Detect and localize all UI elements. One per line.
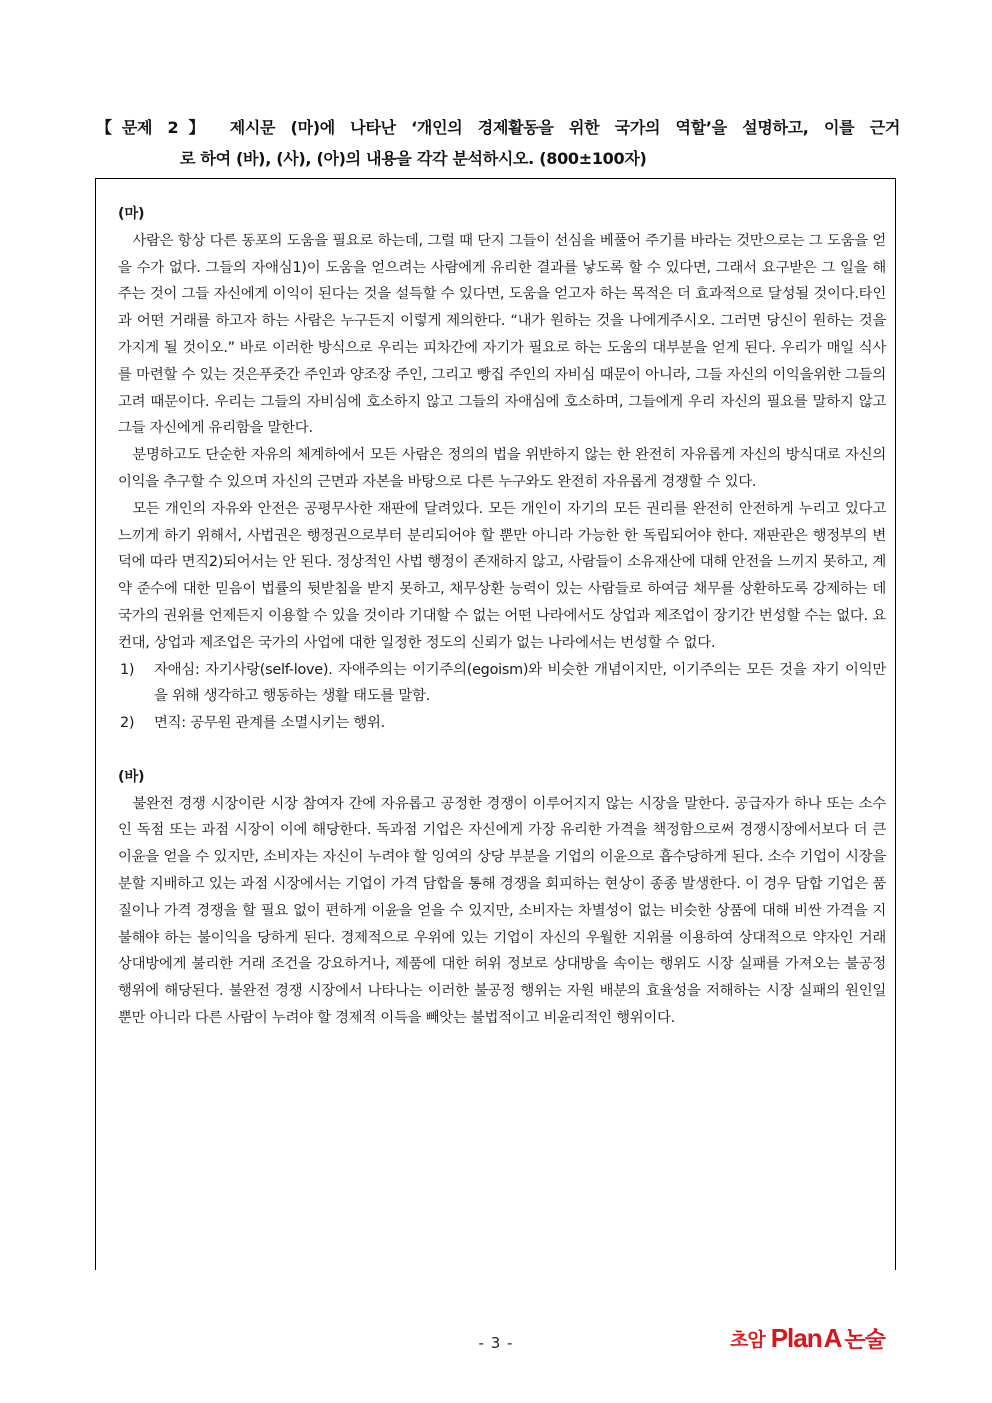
- footnote-2: [120, 710, 886, 737]
- section-spacer: [118, 737, 886, 764]
- passage-ma-paragraph-2: 분명하고도 단순한 자유의 체계하에서 모든 사람은 정의의 법을 위반하지 않는 한 완전히 자유롭게 자신의 방식대로 자신의 이익을 추구할 수 있으며 자신의 근면과 자본을 바탕으로 다른 누구와도 완전히 자유롭게 경쟁할 수 있다.: [118, 447, 886, 490]
- passage-ma-paragraph-3: 모든 개인의 자유와 안전은 공평무사한 재판에 달려있다. 모든 개인이 자기의 모든 권리를 완전히 안전하게 누리고 있다고 느끼게 하기 위해서, 사법권은 행정권으로부터 분리되어야 할 뿐만 아니라 가능한 한 독립되어야 한다. 재판관은 행정부의 변덕에 따라 면직2)되어서는 안 된다. 정상적인 사법 행정이 존재하지 않고, 사람들이 소유재산에 대해 안전을 느끼지 못하고, 계약 준수에 대한 믿음이 법률의 뒷받침을 받지 못하고, 채무상환 능력이 있는 사람들로 하여금 채무를 상환하도록 강제하는 데 국가의 권위를 언제든지 이용할 수 있을 것이라 기대할 수 없는 어떤 나라에서도 상업과 제조업이 장기간 번성할 수는 없다. 요컨대, 상업과 제조업은 국가의 사업에 대한 일정한 정도의 신뢰가 없는 나라에서는 번성할 수 없다.: [118, 500, 886, 651]
- brand-logo-prefix: 초암: [730, 1329, 765, 1351]
- footnotes: [118, 657, 886, 737]
- footnote-2-number: 2): [120, 715, 135, 732]
- brand-logo-a: A: [823, 1322, 843, 1353]
- footnote-1: [120, 657, 886, 711]
- passage-ba-paragraph-1: 불완전 경쟁 시장이란 시장 참여자 간에 자유롭고 공정한 경쟁이 이루어지지 않는 시장을 말한다. 공급자가 하나 또는 소수인 독점 또는 과점 시장이 이에 해당한다. 독과점 기업은 자신에게 가장 유리한 가격을 책정함으로써 경쟁시장에서보다 더 큰 이윤을 얻을 수 있지만, 소비자는 자신이 누려야 할 잉여의 상당 부분을 기업의 이윤으로 흡수당하게 된다. 소수 기업이 시장을 분할 지배하고 있는 과점 시장에서는 기업이 가격 담합을 통해 경쟁을 회피하는 현상이 종종 발생한다. 이 경우 담합 기업은 품질이나 가격 경쟁을 할 필요 없이 편하게 이윤을 얻을 수 있지만, 소비자는 차별성이 없는 비슷한 상품에 대해 비싼 가격을 지불해야 하는 불이익을 당하게 된다. 경제적으로 우위에 있는 기업이 자신의 우월한 지위를 이용하여 상대적으로 약자인 거래 상대방에게 불리한 거래 조건을 강요하거나, 제품에 대한 허위 정보로 상대방을 속이는 행위도 시장 실패를 가져오는 불공정 행위에 해당된다. 불완전 경쟁 시장에서 나타나는 이러한 불공정 행위는 자원 배분의 효율성을 저해하는 시장 실패의 원인일 뿐만 아니라 다른 사람이 누려야 할 경제적 이득을 빼앗는 불법적이고 비윤리적인 행위이다.: [118, 795, 887, 1026]
- footnote-1-text: 자애심: 자기사랑(self-love). 자애주의는 이기주의(egoism)와 비슷한 개념이지만, 이기주의는 모든 것을 자기 이익만을 위해 생각하고 행동하는 생활 태도를 말함.: [154, 661, 886, 705]
- passage-label-ma: (마): [118, 206, 145, 222]
- passage-ma-paragraph-1: 사람은 항상 다른 동포의 도움을 필요로 하는데, 그럴 때 단지 그들이 선심을 베풀어 주기를 바라는 것만으로는 그 도움을 얻을 수가 없다. 그들의 자애심1)이 도움을 얻으려는 사람에게 유리한 결과를 낳도록 할 수 있다면, 그래서 요구받은 그 일을 해 주는 것이 그들 자신에게 이익이 된다는 것을 설득할 수 있다면, 도움을 얻고자 하는 목적은 더 효과적으로 달성될 것이다.타인과 어떤 거래를 하고자 하는 사람은 누구든지 이렇게 제의한다. “내가 원하는 것을 나에게주시오. 그러면 당신이 원하는 것을 가지게 될 것이오.” 바로 이러한 방식으로 우리는 피차간에 자기가 필요로 하는 도움의 대부분을 얻게 된다. 우리가 매일 식사를 마련할 수 있는 것은푸줏간 주인과 양조장 주인, 그리고 빵집 주인의 자비심 때문이 아니라, 그들 자신의 이익을위한 그들의 고려 때문이다. 우리는 그들의 자비심에 호소하지 않고 그들의 자애심에 호소하며, 그들에게 우리 자신의 필요를 말하지 않고 그들 자신에게 유리함을 말한다.: [118, 232, 886, 437]
- passage-box: [95, 178, 896, 1270]
- brand-logo: [730, 1318, 900, 1358]
- passage-label-ba: (바): [118, 768, 145, 785]
- footnote-1-number: 1): [120, 661, 135, 678]
- brand-logo-suffix: 논술: [844, 1326, 885, 1352]
- question-heading: [96, 112, 900, 174]
- brand-logo-plan: Plan: [770, 1322, 822, 1353]
- passage-content: [118, 201, 886, 1032]
- footnote-2-text: 면직: 공무원 관계를 소멸시키는 행위.: [154, 715, 385, 732]
- question-line-2: 로 하여 (바), (사), (아)의 내용을 각각 분석하시오. (800±100자): [180, 149, 647, 168]
- page-number: - 3 -: [478, 1334, 514, 1352]
- question-line-1: 【문제 2】 제시문 (마)에 나타난 ‘개인의 경제활동을 위한 국가의 역할’을 설명하고, 이를 근거: [96, 118, 900, 137]
